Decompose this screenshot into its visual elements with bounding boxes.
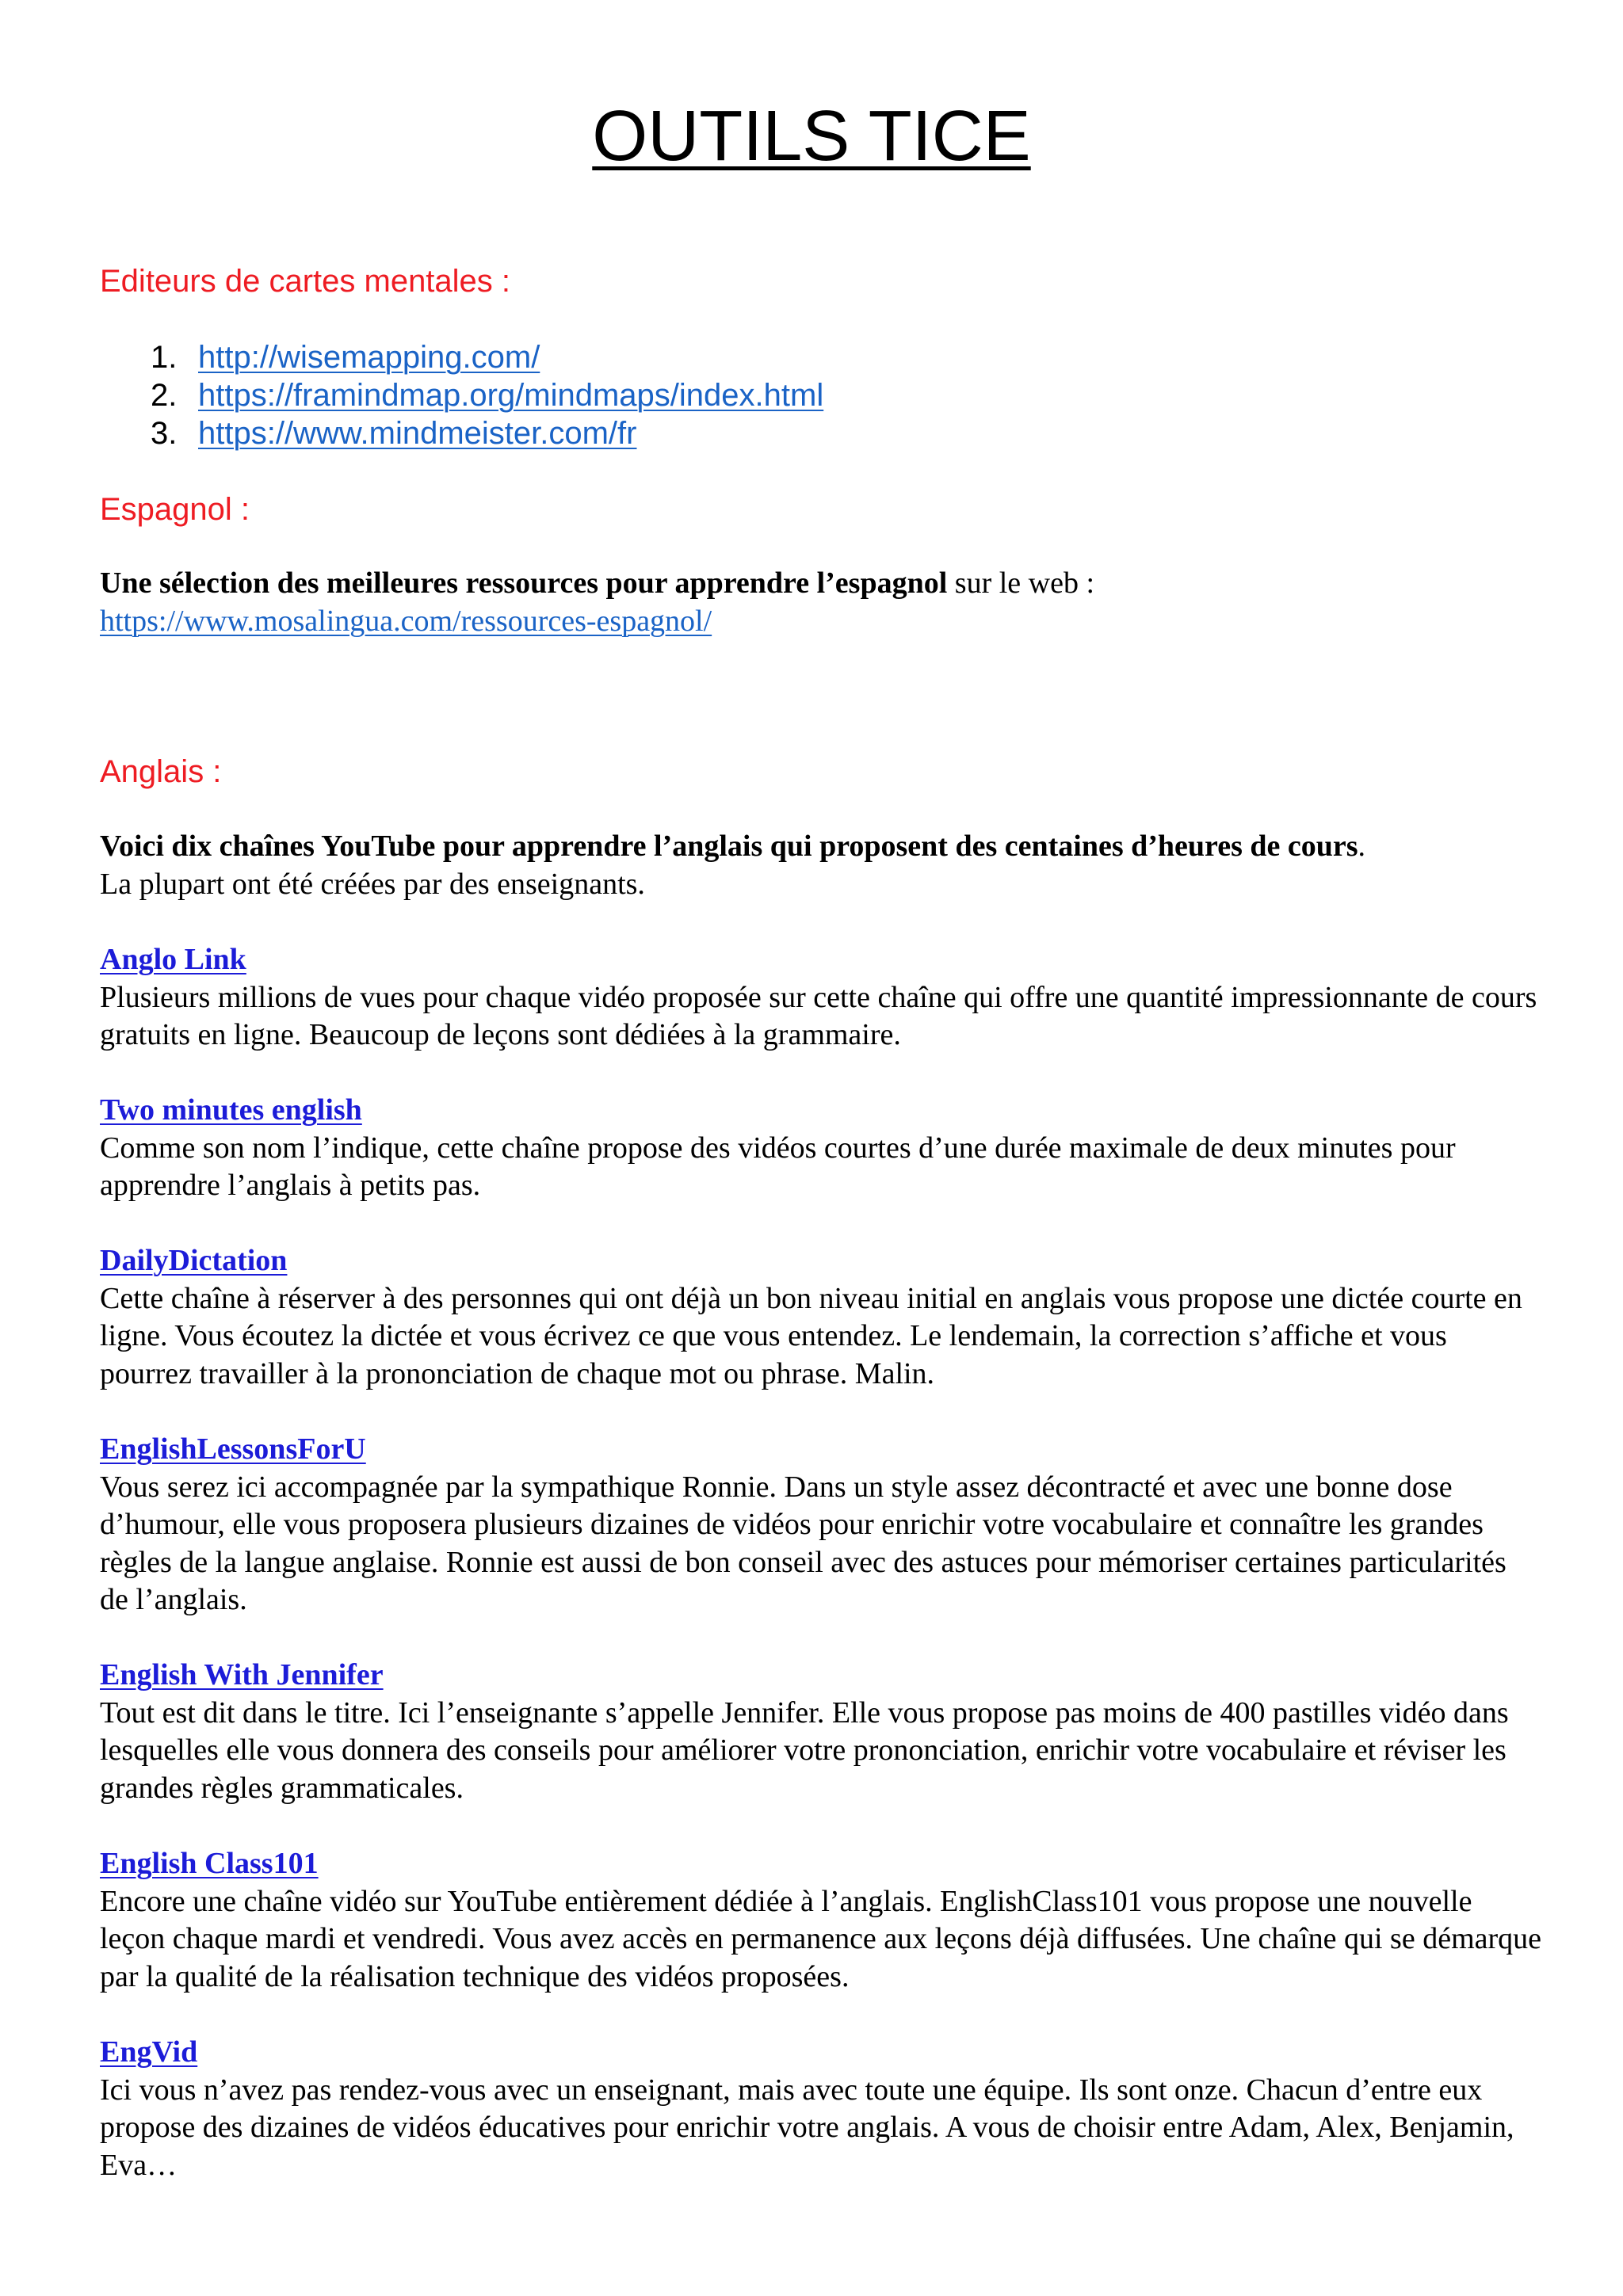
english-intro-line2: La plupart ont été créées par des enseignants. xyxy=(100,867,645,901)
channel-description: Ici vous n’avez pas rendez-vous avec un enseignant, mais avec toute une équipe. Ils sont onze. Chacun d’entre eux propose des dizaines de vidéos éducatives pour enrichir votre anglais. A vous de choisir entre Adam, Alex, Benjamin, Eva… xyxy=(100,2073,1514,2182)
channel-englishlessonsforu xyxy=(100,1431,1542,1619)
section-heading-spanish: Espagnol : xyxy=(100,492,250,527)
mindmeister-link[interactable]: https://www.mindmeister.com/fr xyxy=(198,416,637,451)
channel-title-link[interactable]: EnglishLessonsForU xyxy=(100,1432,366,1466)
channel-engvid xyxy=(100,2034,1542,2184)
list-item xyxy=(151,414,823,452)
english-intro-bold: Voici dix chaînes YouTube pour apprendre l’anglais qui proposent des centaines d’heures de cours xyxy=(100,830,1358,863)
list-number: 2. xyxy=(151,378,178,413)
channel-title-link[interactable]: English Class101 xyxy=(100,1847,319,1880)
list-number: 3. xyxy=(151,416,178,451)
mindmap-link-list xyxy=(151,338,823,452)
channel-title-link[interactable]: DailyDictation xyxy=(100,1244,288,1277)
page-title xyxy=(0,97,1623,176)
channel-two-minutes-english xyxy=(100,1092,1542,1205)
wisemapping-link[interactable]: http://wisemapping.com/ xyxy=(198,340,540,375)
spanish-intro xyxy=(100,565,1542,640)
spanish-intro-bold: Une sélection des meilleures ressources pour apprendre l’espagnol xyxy=(100,566,948,600)
channel-english-with-jennifer xyxy=(100,1657,1542,1807)
channel-description: Plusieurs millions de vues pour chaque vidéo proposée sur cette chaîne qui offre une quantité impressionnante de cours gratuits en ligne. Beaucoup de leçons sont dédiées à la grammaire. xyxy=(100,980,1537,1051)
channel-description: Tout est dit dans le titre. Ici l’enseignante s’appelle Jennifer. Elle vous propose pas moins de 400 pastilles vidéo dans lesquelles elle vous donnera des conseils pour améliorer votre prononciation, enrichir votre vocabulaire et réviser les grandes règles grammaticales. xyxy=(100,1695,1509,1805)
framindmap-link[interactable]: https://framindmap.org/mindmaps/index.html xyxy=(198,378,824,413)
channel-title-link[interactable]: English With Jennifer xyxy=(100,1658,384,1691)
channel-title-link[interactable]: Two minutes english xyxy=(100,1093,362,1127)
list-item xyxy=(151,338,823,376)
list-number: 1. xyxy=(151,340,178,375)
spanish-intro-paragraph xyxy=(100,565,1542,603)
page-title-text: OUTILS TICE xyxy=(592,97,1031,176)
mosalingua-link[interactable]: https://www.mosalingua.com/ressources-espagnol/ xyxy=(100,604,712,638)
list-item xyxy=(151,376,823,414)
english-intro xyxy=(100,828,1542,903)
channel-anglo-link xyxy=(100,941,1542,1055)
section-heading-english: Anglais : xyxy=(100,754,222,789)
spanish-link-line xyxy=(100,603,1542,641)
channel-english-class101 xyxy=(100,1845,1542,1996)
channel-description: Comme son nom l’indique, cette chaîne propose des vidéos courtes d’une durée maximale de deux minutes pour apprendre l’anglais à petits pas. xyxy=(100,1131,1456,1202)
channel-title-link[interactable]: EngVid xyxy=(100,2035,198,2069)
channel-daily-dictation xyxy=(100,1242,1542,1393)
channel-description: Encore une chaîne vidéo sur YouTube entièrement dédiée à l’anglais. EnglishClass101 vous propose une nouvelle leçon chaque mardi et vendredi. Vous avez accès en permanence aux leçons déjà diffusées. Une chaîne qui se démarque par la qualité de la réalisation technique des vidéos proposées. xyxy=(100,1884,1542,1993)
spanish-intro-rest: sur le web : xyxy=(947,566,1095,600)
english-intro-rest: . xyxy=(1358,830,1366,863)
english-intro-paragraph xyxy=(100,828,1542,866)
channel-description: Cette chaîne à réserver à des personnes qui ont déjà un bon niveau initial en anglais vous propose une dictée courte en ligne. Vous écoutez la dictée et vous écrivez ce que vous entendez. Le lendemain, la correction s’affiche et vous pourrez travailler à la prononciation de chaque mot ou phrase. Malin. xyxy=(100,1281,1522,1390)
channel-description: Vous serez ici accompagnée par la sympathique Ronnie. Dans un style assez décontracté et avec une bonne dose d’humour, elle vous proposera plusieurs dizaines de vidéos pour enrichir votre vocabulaire et connaître les grandes règles de la langue anglaise. Ronnie est aussi de bon conseil avec des astuces pour mémoriser certaines particularités de l’anglais. xyxy=(100,1470,1507,1616)
section-heading-mindmaps: Editeurs de cartes mentales : xyxy=(100,264,511,299)
channel-title-link[interactable]: Anglo Link xyxy=(100,943,246,976)
